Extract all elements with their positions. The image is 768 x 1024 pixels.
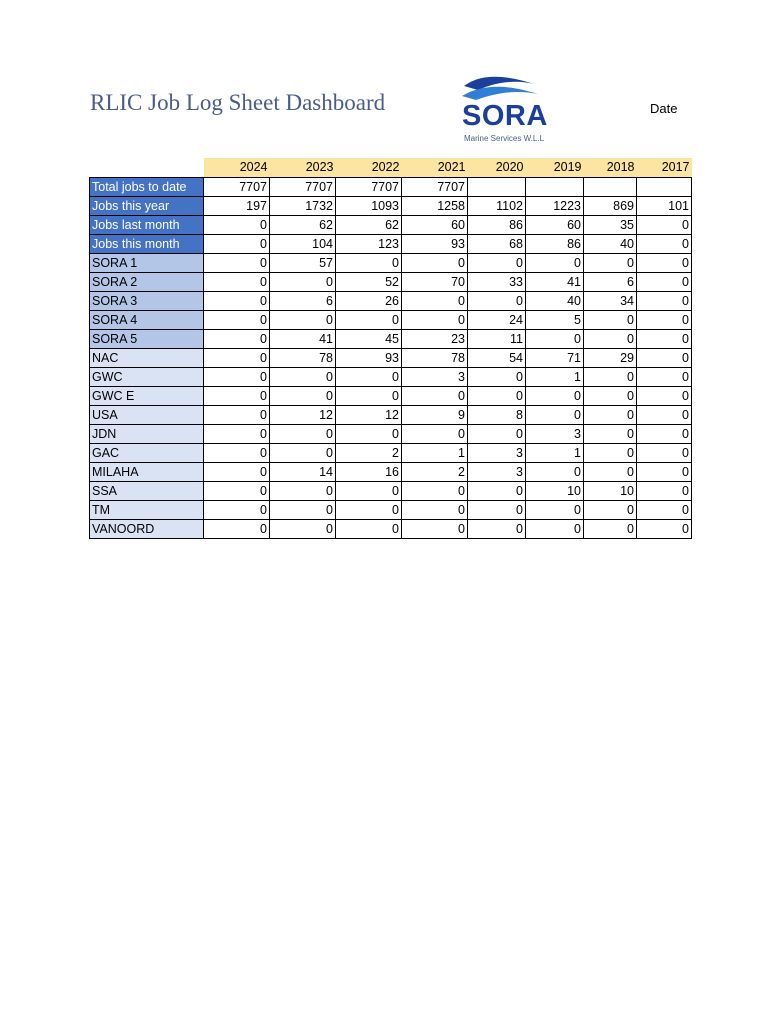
value-cell[interactable]: 0 <box>204 405 270 424</box>
value-cell[interactable]: 2 <box>336 443 402 462</box>
value-cell[interactable]: 0 <box>526 253 584 272</box>
value-cell[interactable]: 3 <box>402 367 468 386</box>
value-cell[interactable] <box>637 177 692 196</box>
value-cell[interactable]: 12 <box>270 405 336 424</box>
table-row <box>90 462 692 481</box>
table-row <box>90 519 692 538</box>
value-cell[interactable]: 104 <box>270 234 336 253</box>
value-cell[interactable]: 0 <box>637 386 692 405</box>
table-row <box>90 196 692 215</box>
table-row <box>90 367 692 386</box>
value-cell[interactable]: 0 <box>270 500 336 519</box>
job-log-table <box>89 158 692 539</box>
value-cell[interactable]: 1258 <box>402 196 468 215</box>
row-label[interactable]: NAC <box>90 348 204 367</box>
value-cell[interactable]: 0 <box>468 481 526 500</box>
value-cell[interactable]: 40 <box>584 234 637 253</box>
year-header-cell: 2018 <box>584 158 637 177</box>
corner-cell <box>90 158 204 177</box>
value-cell[interactable]: 0 <box>204 310 270 329</box>
value-cell[interactable]: 0 <box>336 253 402 272</box>
value-cell[interactable]: 0 <box>584 367 637 386</box>
value-cell[interactable]: 8 <box>468 405 526 424</box>
value-cell[interactable]: 3 <box>526 424 584 443</box>
year-header-cell: 2024 <box>204 158 270 177</box>
value-cell[interactable]: 1 <box>402 443 468 462</box>
value-cell[interactable]: 0 <box>204 367 270 386</box>
table-row <box>90 291 692 310</box>
value-cell[interactable]: 78 <box>402 348 468 367</box>
value-cell[interactable]: 0 <box>336 386 402 405</box>
value-cell[interactable]: 7707 <box>204 177 270 196</box>
value-cell[interactable] <box>468 177 526 196</box>
value-cell[interactable]: 197 <box>204 196 270 215</box>
value-cell[interactable]: 123 <box>336 234 402 253</box>
value-cell[interactable]: 0 <box>584 519 637 538</box>
value-cell[interactable] <box>584 177 637 196</box>
value-cell[interactable]: 93 <box>336 348 402 367</box>
logo-wordmark: SORA <box>462 100 548 132</box>
value-cell[interactable]: 0 <box>204 272 270 291</box>
row-label[interactable]: SORA 2 <box>90 272 204 291</box>
value-cell[interactable]: 0 <box>637 348 692 367</box>
value-cell[interactable]: 5 <box>526 310 584 329</box>
row-label[interactable]: Jobs last month <box>90 215 204 234</box>
value-cell[interactable]: 0 <box>637 215 692 234</box>
value-cell[interactable]: 68 <box>468 234 526 253</box>
value-cell[interactable]: 57 <box>270 253 336 272</box>
value-cell[interactable]: 93 <box>402 234 468 253</box>
value-cell[interactable]: 0 <box>270 386 336 405</box>
value-cell[interactable]: 9 <box>402 405 468 424</box>
value-cell[interactable]: 23 <box>402 329 468 348</box>
value-cell[interactable]: 0 <box>204 329 270 348</box>
table-row <box>90 215 692 234</box>
value-cell[interactable]: 0 <box>336 500 402 519</box>
value-cell[interactable]: 0 <box>270 424 336 443</box>
value-cell[interactable]: 0 <box>584 310 637 329</box>
value-cell[interactable]: 71 <box>526 348 584 367</box>
value-cell[interactable]: 0 <box>584 253 637 272</box>
value-cell[interactable]: 41 <box>270 329 336 348</box>
row-label[interactable]: SORA 1 <box>90 253 204 272</box>
date-label: Date <box>650 101 678 116</box>
value-cell[interactable]: 26 <box>336 291 402 310</box>
value-cell[interactable]: 86 <box>468 215 526 234</box>
value-cell[interactable]: 0 <box>402 424 468 443</box>
value-cell[interactable]: 0 <box>468 291 526 310</box>
value-cell[interactable]: 0 <box>526 329 584 348</box>
value-cell[interactable]: 0 <box>336 310 402 329</box>
value-cell[interactable]: 14 <box>270 462 336 481</box>
value-cell[interactable]: 6 <box>270 291 336 310</box>
table-row <box>90 386 692 405</box>
sora-logo <box>458 72 548 146</box>
table-row <box>90 443 692 462</box>
value-cell[interactable]: 0 <box>204 481 270 500</box>
year-header-cell: 2020 <box>468 158 526 177</box>
value-cell[interactable]: 0 <box>637 424 692 443</box>
value-cell[interactable]: 0 <box>637 367 692 386</box>
value-cell[interactable]: 0 <box>402 310 468 329</box>
value-cell[interactable]: 35 <box>584 215 637 234</box>
value-cell[interactable]: 0 <box>402 481 468 500</box>
row-label[interactable]: TM <box>90 500 204 519</box>
year-header-cell: 2021 <box>402 158 468 177</box>
value-cell[interactable]: 62 <box>270 215 336 234</box>
value-cell[interactable]: 40 <box>526 291 584 310</box>
value-cell[interactable]: 16 <box>336 462 402 481</box>
value-cell[interactable]: 12 <box>336 405 402 424</box>
value-cell[interactable]: 0 <box>468 500 526 519</box>
value-cell[interactable]: 3 <box>468 462 526 481</box>
value-cell[interactable]: 0 <box>637 291 692 310</box>
value-cell[interactable]: 0 <box>526 405 584 424</box>
value-cell[interactable]: 0 <box>204 291 270 310</box>
row-label[interactable]: USA <box>90 405 204 424</box>
value-cell[interactable]: 0 <box>637 519 692 538</box>
value-cell[interactable]: 101 <box>637 196 692 215</box>
row-label[interactable]: GWC <box>90 367 204 386</box>
table-row <box>90 329 692 348</box>
value-cell[interactable]: 0 <box>637 329 692 348</box>
row-label[interactable]: Jobs this year <box>90 196 204 215</box>
value-cell[interactable]: 0 <box>584 500 637 519</box>
row-label[interactable]: MILAHA <box>90 462 204 481</box>
value-cell[interactable]: 0 <box>637 500 692 519</box>
value-cell[interactable]: 3 <box>468 443 526 462</box>
value-cell[interactable]: 0 <box>526 386 584 405</box>
value-cell[interactable]: 11 <box>468 329 526 348</box>
value-cell[interactable]: 0 <box>270 443 336 462</box>
year-header-cell: 2022 <box>336 158 402 177</box>
value-cell[interactable]: 869 <box>584 196 637 215</box>
value-cell[interactable]: 45 <box>336 329 402 348</box>
value-cell[interactable]: 0 <box>402 519 468 538</box>
value-cell[interactable]: 0 <box>584 424 637 443</box>
value-cell[interactable]: 1 <box>526 367 584 386</box>
value-cell[interactable]: 0 <box>336 481 402 500</box>
value-cell[interactable]: 0 <box>270 481 336 500</box>
value-cell[interactable] <box>526 177 584 196</box>
value-cell[interactable]: 52 <box>336 272 402 291</box>
value-cell[interactable]: 0 <box>336 424 402 443</box>
value-cell[interactable]: 0 <box>270 272 336 291</box>
table-row <box>90 424 692 443</box>
value-cell[interactable]: 0 <box>270 367 336 386</box>
value-cell[interactable]: 0 <box>468 367 526 386</box>
value-cell[interactable]: 0 <box>584 386 637 405</box>
value-cell[interactable]: 41 <box>526 272 584 291</box>
value-cell[interactable]: 0 <box>468 386 526 405</box>
row-label[interactable]: SSA <box>90 481 204 500</box>
value-cell[interactable]: 34 <box>584 291 637 310</box>
year-header-row <box>90 158 692 177</box>
value-cell[interactable]: 60 <box>402 215 468 234</box>
year-header-cell: 2019 <box>526 158 584 177</box>
row-label[interactable]: SORA 3 <box>90 291 204 310</box>
value-cell[interactable]: 0 <box>468 253 526 272</box>
year-header-cell: 2017 <box>637 158 692 177</box>
value-cell[interactable]: 0 <box>637 405 692 424</box>
row-label[interactable]: GWC E <box>90 386 204 405</box>
value-cell[interactable]: 0 <box>584 443 637 462</box>
value-cell[interactable]: 6 <box>584 272 637 291</box>
value-cell[interactable]: 0 <box>204 348 270 367</box>
value-cell[interactable]: 0 <box>270 310 336 329</box>
value-cell[interactable]: 10 <box>526 481 584 500</box>
value-cell[interactable]: 0 <box>468 424 526 443</box>
value-cell[interactable]: 0 <box>637 481 692 500</box>
value-cell[interactable]: 54 <box>468 348 526 367</box>
value-cell[interactable]: 62 <box>336 215 402 234</box>
page-title: RLIC Job Log Sheet Dashboard <box>90 90 386 115</box>
value-cell[interactable]: 60 <box>526 215 584 234</box>
table-row <box>90 500 692 519</box>
value-cell[interactable]: 0 <box>637 234 692 253</box>
table-row <box>90 481 692 500</box>
value-cell[interactable]: 0 <box>637 443 692 462</box>
value-cell[interactable]: 78 <box>270 348 336 367</box>
value-cell[interactable]: 86 <box>526 234 584 253</box>
table-row <box>90 348 692 367</box>
value-cell[interactable]: 7707 <box>270 177 336 196</box>
value-cell[interactable]: 0 <box>204 519 270 538</box>
value-cell[interactable]: 0 <box>204 253 270 272</box>
value-cell[interactable]: 0 <box>402 386 468 405</box>
value-cell[interactable]: 0 <box>204 215 270 234</box>
value-cell[interactable]: 0 <box>637 310 692 329</box>
row-label[interactable]: Jobs this month <box>90 234 204 253</box>
table-row <box>90 177 692 196</box>
value-cell[interactable]: 0 <box>468 519 526 538</box>
row-label[interactable]: SORA 5 <box>90 329 204 348</box>
value-cell[interactable]: 0 <box>526 519 584 538</box>
value-cell[interactable]: 10 <box>584 481 637 500</box>
value-cell[interactable]: 7707 <box>336 177 402 196</box>
value-cell[interactable]: 7707 <box>402 177 468 196</box>
value-cell[interactable]: 2 <box>402 462 468 481</box>
value-cell[interactable]: 0 <box>270 519 336 538</box>
value-cell[interactable]: 0 <box>204 500 270 519</box>
row-label[interactable]: Total jobs to date <box>90 177 204 196</box>
value-cell[interactable]: 0 <box>526 500 584 519</box>
table-row <box>90 405 692 424</box>
value-cell[interactable]: 29 <box>584 348 637 367</box>
value-cell[interactable]: 1732 <box>270 196 336 215</box>
value-cell[interactable]: 0 <box>584 462 637 481</box>
row-label[interactable]: JDN <box>90 424 204 443</box>
value-cell[interactable]: 0 <box>336 519 402 538</box>
logo-subtitle: Marine Services W.L.L <box>464 134 545 143</box>
value-cell[interactable]: 0 <box>402 500 468 519</box>
table-row <box>90 310 692 329</box>
value-cell[interactable]: 0 <box>584 405 637 424</box>
value-cell[interactable]: 24 <box>468 310 526 329</box>
table-row <box>90 253 692 272</box>
value-cell[interactable]: 0 <box>637 272 692 291</box>
value-cell[interactable]: 0 <box>526 462 584 481</box>
table-row <box>90 234 692 253</box>
row-label[interactable]: GAC <box>90 443 204 462</box>
value-cell[interactable]: 0 <box>204 386 270 405</box>
table-row <box>90 272 692 291</box>
row-label[interactable]: SORA 4 <box>90 310 204 329</box>
value-cell[interactable]: 0 <box>637 253 692 272</box>
value-cell[interactable]: 33 <box>468 272 526 291</box>
value-cell[interactable]: 1102 <box>468 196 526 215</box>
value-cell[interactable]: 1093 <box>336 196 402 215</box>
value-cell[interactable]: 1223 <box>526 196 584 215</box>
value-cell[interactable]: 0 <box>204 234 270 253</box>
row-label[interactable]: VANOORD <box>90 519 204 538</box>
value-cell[interactable]: 0 <box>402 253 468 272</box>
value-cell[interactable]: 0 <box>204 443 270 462</box>
value-cell[interactable]: 0 <box>402 291 468 310</box>
value-cell[interactable]: 0 <box>637 462 692 481</box>
value-cell[interactable]: 1 <box>526 443 584 462</box>
value-cell[interactable]: 70 <box>402 272 468 291</box>
value-cell[interactable]: 0 <box>204 424 270 443</box>
value-cell[interactable]: 0 <box>336 367 402 386</box>
value-cell[interactable]: 0 <box>584 329 637 348</box>
value-cell[interactable]: 0 <box>204 462 270 481</box>
year-header-cell: 2023 <box>270 158 336 177</box>
